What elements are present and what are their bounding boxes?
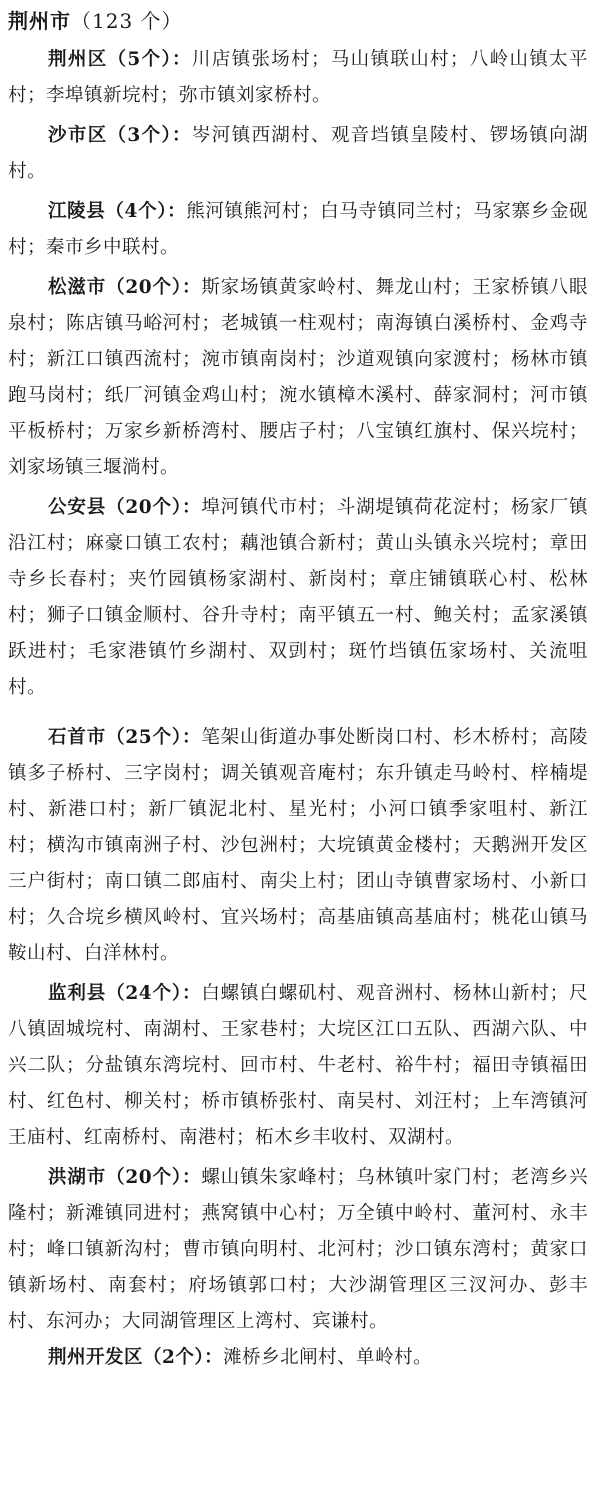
page-title (8, 6, 588, 36)
section-villages: 白螺镇白螺矶村、观音洲村、杨林山新村；尺八镇固城垸村、南湖村、王家巷村；大垸区江口五队、西湖六队、中兴二队；分盐镇东湾垸村、回市村、牛老村、裕牛村；福田寺镇福田村、红色村、柳关村；桥市镇桥张村、南吴村、刘汪村；上车湾镇河王庙村、红南桥村、南港村；柘木乡丰收村、双湖村。 (8, 983, 588, 1148)
section-shashi-district (8, 118, 588, 190)
section-villages: 埠河镇代市村；斗湖堤镇荷花淀村；杨家厂镇沿江村；麻豪口镇工农村；藕池镇合新村；黄山头镇永兴垸村；章田寺乡长春村；夹竹园镇杨家湖村、新岗村；章庄铺镇联心村、松林村；狮子口镇金顺村、谷升寺村；南平镇五一村、鲍关村；孟家溪镇跃进村；毛家港镇竹乡湖村、双剅村；斑竹垱镇伍家场村、关流咀村。 (8, 497, 588, 698)
section-name: 沙市区 (48, 125, 108, 146)
section-villages: 熊河镇熊河村；白马寺镇同兰村；马家寨乡金砚村；秦市乡中联村。 (8, 201, 588, 258)
section-jingzhou-development-zone (8, 1340, 588, 1376)
section-count: （3个）： (107, 125, 192, 146)
section-name: 荆州开发区 (48, 1347, 144, 1368)
city-village-count: （123 个） (71, 9, 183, 33)
section-name: 洪湖市 (48, 1167, 107, 1188)
section-count: （24个）： (106, 983, 202, 1004)
section-name: 荆州区 (48, 49, 108, 70)
section-villages: 斯家场镇黄家岭村、舞龙山村；王家桥镇八眼泉村；陈店镇马峪河村；老城镇一柱观村；南海镇白溪桥村、金鸡寺村；新江口镇西流村；涴市镇南岗村；沙道观镇向家渡村；杨林市镇跑马岗村；纸厂河镇金鸡山村；涴水镇樟木溪村、薛家洞村；河市镇平板桥村；万家乡新桥湾村、腰店子村；八宝镇红旗村、保兴垸村；刘家场镇三堰淌村。 (8, 277, 588, 478)
section-name: 松滋市 (48, 277, 107, 298)
section-count: （25个）： (106, 727, 202, 748)
section-gongan-county (8, 490, 588, 706)
section-spacer (8, 706, 588, 720)
section-songzi-city (8, 270, 588, 486)
section-name: 监利县 (48, 983, 107, 1004)
section-villages: 滩桥乡北闸村、单岭村。 (223, 1347, 433, 1368)
section-count: （20个）： (106, 277, 202, 298)
section-villages: 螺山镇朱家峰村；乌林镇叶家门村；老湾乡兴隆村；新滩镇同进村；燕窝镇中心村；万全镇中岭村、董河村、永丰村；峰口镇新沟村；曹市镇向明村、北河村；沙口镇东湾村；黄家口镇新场村、南套村；府场镇郭口村；大沙湖管理区三汊河办、彭丰村、东河办；大同湖管理区上湾村、宾谦村。 (8, 1167, 588, 1332)
section-name: 江陵县 (48, 201, 106, 222)
section-count: （5个）： (107, 49, 192, 70)
section-villages: 川店镇张场村；马山镇联山村；八岭山镇太平村；李埠镇新垸村；弥市镇刘家桥村。 (8, 49, 588, 106)
section-jiangling-county (8, 194, 588, 266)
section-jianli-county (8, 976, 588, 1156)
section-honghu-city (8, 1160, 588, 1340)
section-name: 石首市 (48, 727, 107, 748)
section-jingzhou-district (8, 42, 588, 114)
section-count: （2个）： (143, 1347, 224, 1368)
city-name: 荆州市 (8, 9, 71, 33)
section-count: （4个）： (105, 201, 187, 222)
section-name: 公安县 (48, 497, 107, 518)
section-villages: 笔架山街道办事处断岗口村、杉木桥村；高陵镇多子桥村、三字岗村；调关镇观音庵村；东升镇走马岭村、梓楠堤村、新港口村；新厂镇泥北村、星光村；小河口镇季家咀村、新江村；横沟市镇南洲子村、沙包洲村；大垸镇黄金楼村；天鹅洲开发区三户街村；南口镇二郎庙村、南尖上村；团山寺镇曹家场村、小新口村；久合垸乡横风岭村、宜兴场村；高基庙镇高基庙村；桃花山镇马鞍山村、白洋林村。 (8, 727, 588, 964)
section-shishou-city (8, 720, 588, 972)
section-count: （20个）： (106, 497, 202, 518)
section-villages: 岑河镇西湖村、观音垱镇皇陵村、锣场镇向湖村。 (8, 125, 588, 182)
section-count: （20个）： (106, 1167, 202, 1188)
